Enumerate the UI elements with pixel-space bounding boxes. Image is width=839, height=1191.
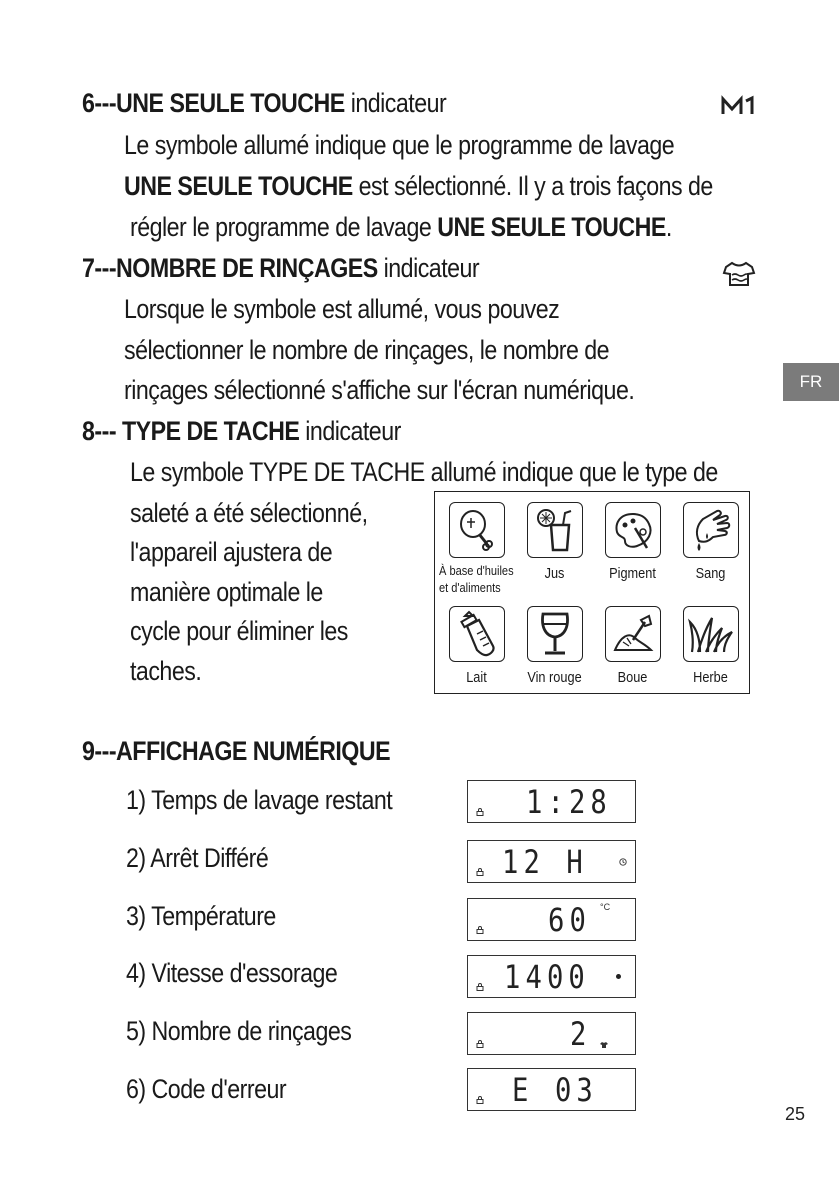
stain-oil-food-label-line2: et d'aliments — [439, 580, 501, 595]
sec6-line3-bold: UNE SEULE TOUCHE — [437, 212, 666, 242]
language-tab — [783, 363, 839, 401]
mud-shovel-icon — [605, 606, 661, 662]
display-item-4-label: 4) Vitesse d'essorage — [126, 958, 338, 988]
celsius-unit: °C — [600, 902, 611, 912]
lcd-wash-time-value: 1:28 — [526, 783, 612, 821]
rinse-shirt-icon — [722, 260, 756, 288]
sec6-suffix: indicateur — [344, 88, 447, 118]
stain-blood-label: Sang — [695, 565, 726, 582]
lock-icon — [476, 983, 484, 991]
sec6-line2 — [124, 169, 713, 203]
stain-juice-label: Jus — [544, 565, 565, 582]
paint-palette-icon — [605, 502, 661, 558]
display-item-3-label: 3) Température — [126, 901, 276, 931]
sec6-line3-pre: régler le programme de lavage — [130, 212, 438, 242]
sec7-suffix: indicateur — [377, 253, 480, 283]
lock-icon — [476, 926, 484, 934]
sec8-number: 8--- — [82, 416, 122, 446]
stain-blood — [673, 502, 748, 583]
stain-oil-food-label-line1: À base d'huiles — [439, 563, 514, 578]
stain-mud-label: Boue — [617, 669, 648, 686]
sec6-number: 6--- — [82, 88, 117, 118]
sec8-heading — [82, 414, 401, 448]
stain-red-wine — [517, 606, 592, 687]
lcd-spin-speed — [467, 955, 636, 998]
lcd-temperature-value: 60 — [548, 901, 591, 939]
lcd-delay — [467, 840, 636, 883]
display-item-1-label: 1) Temps de lavage restant — [126, 785, 393, 815]
baby-bottle-icon — [449, 606, 505, 662]
sec9-heading: 9---AFFICHAGE NUMÉRIQUE — [82, 736, 391, 766]
sec7-heading — [82, 251, 479, 285]
sec8-line6: taches. — [130, 656, 202, 686]
spin-indicator-dot — [616, 974, 621, 979]
stain-red-wine-label: Vin rouge — [527, 669, 582, 686]
lcd-temperature — [467, 898, 636, 941]
lock-icon — [476, 868, 484, 876]
wine-glass-icon — [527, 606, 583, 662]
stain-milk — [439, 606, 514, 687]
sec8-suffix: indicateur — [299, 416, 401, 446]
lcd-rinse-count — [467, 1012, 636, 1055]
sec7-line1: Lorsque le symbole est allumé, vous pouvez — [124, 294, 560, 324]
sec7-line2: sélectionner le nombre de rinçages, le nombre de — [124, 335, 610, 365]
lock-icon — [476, 808, 484, 816]
lcd-error-code — [467, 1068, 636, 1111]
sec7-title: NOMBRE DE RINÇAGES — [116, 253, 378, 283]
display-item-2-label: 2) Arrêt Différé — [126, 843, 269, 873]
lcd-rinse-count-value: 2 — [570, 1015, 592, 1053]
stain-grass-label: Herbe — [693, 669, 728, 686]
sec6-line2-rest: est sélectionné. Il y a trois façons de — [352, 171, 713, 201]
chicken-leg-icon — [449, 502, 505, 558]
blood-hand-icon — [683, 502, 739, 558]
juice-glass-icon — [527, 502, 583, 558]
sec8-line4: manière optimale le — [130, 577, 323, 607]
sec6-title: UNE SEULE TOUCHE — [116, 88, 345, 118]
stain-oil-food — [439, 502, 514, 596]
display-item-5-label: 5) Nombre de rinçages — [126, 1016, 352, 1046]
rinse-shirt-icon — [599, 1041, 609, 1049]
clock-icon — [619, 858, 627, 866]
stain-grass — [673, 606, 748, 687]
stain-juice — [517, 502, 592, 583]
sec7-line3: rinçages sélectionné s'affiche sur l'écran numérique. — [124, 375, 635, 405]
stain-oil-food-label — [439, 562, 514, 596]
lock-icon — [476, 1040, 484, 1048]
lcd-delay-value: 12 H — [502, 843, 588, 881]
grass-icon — [683, 606, 739, 662]
sec8-title: TYPE DE TACHE — [121, 416, 300, 446]
sec8-line3: l'appareil ajustera de — [130, 537, 333, 567]
page-number: 25 — [785, 1104, 806, 1124]
stain-milk-label: Lait — [466, 669, 487, 686]
display-item-6-label: 6) Code d'erreur — [126, 1074, 287, 1104]
stain-pigment — [595, 502, 670, 583]
sec8-line1: Le symbole TYPE DE TACHE allumé indique que le type de — [130, 457, 718, 487]
language-tab-label: FR — [799, 372, 823, 391]
lcd-spin-speed-value: 1400 — [504, 958, 590, 996]
lcd-wash-time — [467, 780, 636, 823]
sec6-line3 — [130, 210, 672, 244]
stain-pigment-label: Pigment — [609, 565, 656, 582]
sec6-line1: Le symbole allumé indique que le programme de lavage — [124, 130, 675, 160]
sec6-line2-bold: UNE SEULE TOUCHE — [124, 171, 353, 201]
stain-mud — [595, 606, 670, 687]
sec6-heading — [82, 86, 446, 120]
sec8-line5: cycle pour éliminer les — [130, 616, 348, 646]
sec6-line3-end: . — [665, 212, 672, 242]
sec8-line2: saleté a été sélectionné, — [130, 498, 368, 528]
one-touch-icon — [720, 95, 756, 117]
lcd-error-code-value: E 03 — [512, 1071, 598, 1109]
lock-icon — [476, 1096, 484, 1104]
sec7-number: 7--- — [82, 253, 117, 283]
stain-type-panel — [434, 491, 750, 694]
